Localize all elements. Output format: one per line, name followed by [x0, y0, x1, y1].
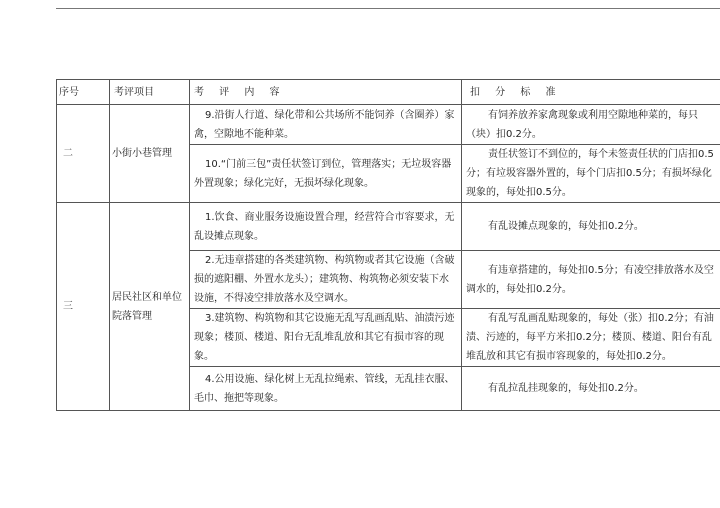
standard-cell: 有违章搭建的，每处扣0.5分；有凌空排放落水及空调水的，每处扣0.2分。 — [462, 251, 720, 309]
content-cell: 2.无违章搭建的各类建筑物、构筑物或者其它设施（含破损的遮阳棚、外置水龙头）；建筑物、构筑物必须安装下水设施，不得凌空排放落水及空调水。 — [190, 251, 462, 309]
header-item: 考评项目 — [110, 80, 190, 105]
section-item: 居民社区和单位院落管理 — [110, 203, 190, 411]
standard-cell: 责任状签订不到位的，每个未签责任状的门店扣0.5分；有垃圾容器外置的，每个门店扣0.5分；有损坏绿化现象的，每处扣0.5分。 — [462, 145, 720, 203]
header-seq: 序号 — [57, 80, 110, 105]
content-cell: 3.建筑物、构筑物和其它设施无乱写乱画乱贴、油渍污迹现象；楼顶、楼道、阳台无乱堆乱放和其它有损市容的现象。 — [190, 309, 462, 367]
standard-cell: 有饲养放养家禽现象或利用空隙地种菜的，每只（块）扣0.2分。 — [462, 105, 720, 145]
header-content: 考 评 内 容 — [190, 80, 462, 105]
section-number: 二 — [57, 105, 110, 203]
content-cell: 4.公用设施、绿化树上无乱拉绳索、管线，无乱挂衣服、毛巾、拖把等现象。 — [190, 367, 462, 411]
table-row — [57, 203, 720, 251]
content-cell: 10.“门前三包”责任状签订到位，管理落实；无垃圾容器外置现象；绿化完好，无损坏绿化现象。 — [190, 145, 462, 203]
page-top-rule — [56, 8, 720, 9]
header-standard: 扣 分 标 准 — [462, 80, 720, 105]
table-header-row — [57, 80, 720, 105]
standard-cell: 有乱设摊点现象的，每处扣0.2分。 — [462, 203, 720, 251]
content-cell: 1.饮食、商业服务设施设置合理，经营符合市容要求，无乱设摊点现象。 — [190, 203, 462, 251]
section-item: 小街小巷管理 — [110, 105, 190, 203]
content-cell: 9.沿街人行道、绿化带和公共场所不能饲养（含圈养）家禽，空隙地不能种菜。 — [190, 105, 462, 145]
standard-cell: 有乱写乱画乱贴现象的，每处（张）扣0.2分；有油渍、污迹的，每平方米扣0.2分；楼顶、楼道、阳台有乱堆乱放和其它有损市容现象的，每处扣0.2分。 — [462, 309, 720, 367]
standard-cell: 有乱拉乱挂现象的，每处扣0.2分。 — [462, 367, 720, 411]
section-number: 三 — [57, 203, 110, 411]
evaluation-table — [56, 79, 720, 411]
table-row — [57, 105, 720, 145]
